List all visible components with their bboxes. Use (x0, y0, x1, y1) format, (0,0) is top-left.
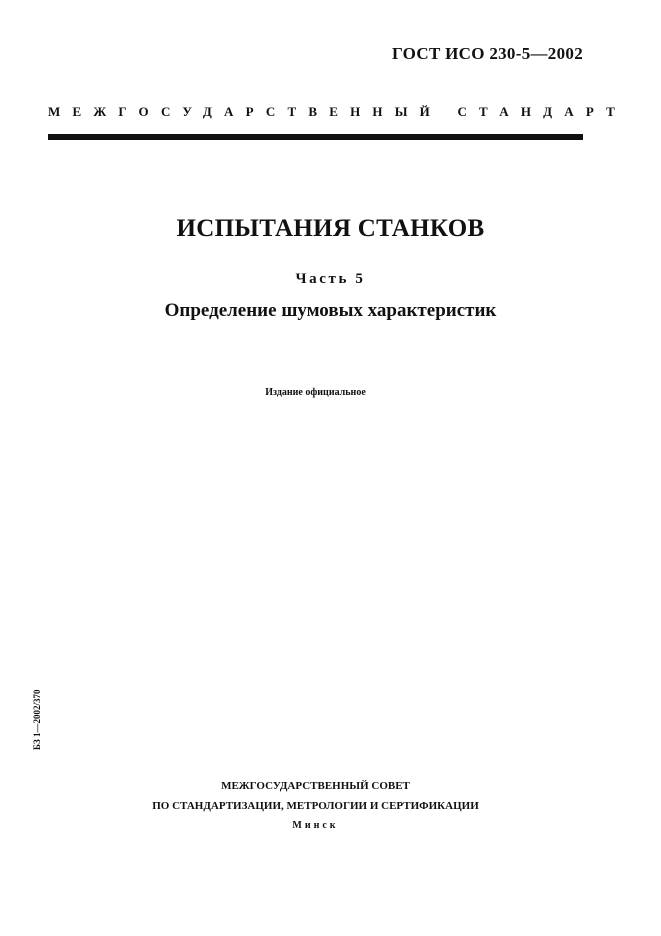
header-rule (48, 134, 583, 140)
document-title: ИСПЫТАНИЯ СТАНКОВ (176, 215, 485, 242)
publisher-line-1: МЕЖГОСУДАРСТВЕННЫЙ СОВЕТ (221, 780, 410, 792)
edition-note: Издание официальное (265, 387, 366, 398)
publisher-line-2: ПО СТАНДАРТИЗАЦИИ, МЕТРОЛОГИИ И СЕРТИФИКАЦИИ (152, 800, 479, 812)
side-catalog-code: БЗ 1—2002/370 (32, 689, 42, 750)
publisher-city: Минск (292, 820, 339, 831)
publisher-block (0, 776, 631, 836)
part-number: Часть 5 (295, 271, 366, 287)
standard-type-heading: МЕЖГОСУДАРСТВЕННЫЙ СТАНДАРТ (48, 104, 628, 119)
document-number: ГОСТ ИСО 230-5—2002 (391, 44, 583, 63)
document-subtitle: Определение шумовых характеристик (164, 300, 497, 321)
